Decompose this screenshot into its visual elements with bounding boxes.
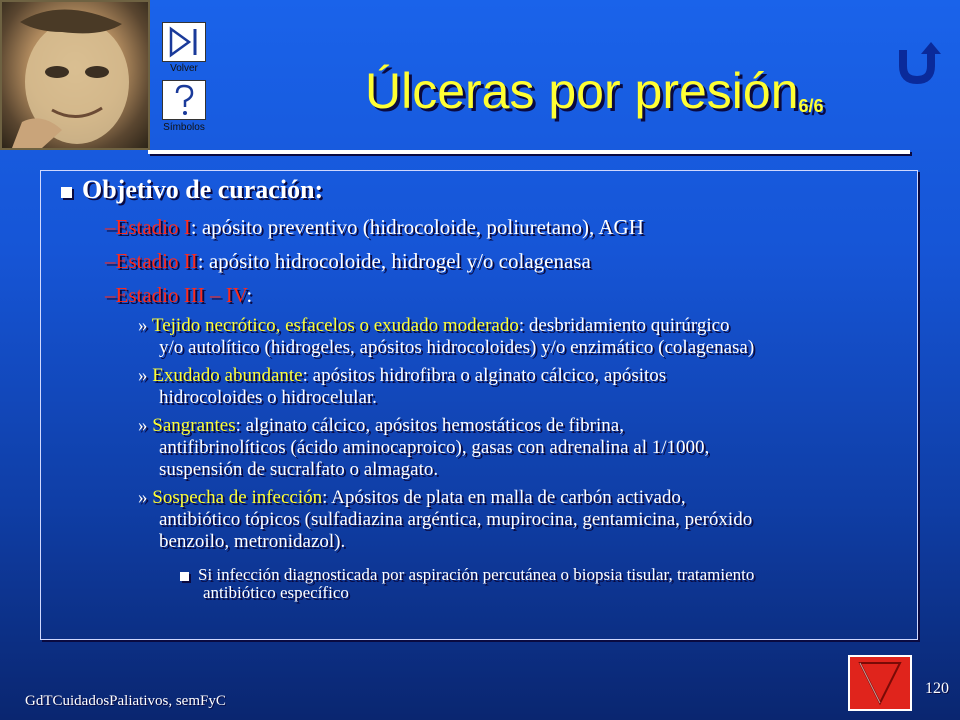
play-icon	[163, 23, 205, 61]
sub-marker: »	[138, 415, 148, 436]
sub-label: Sangrantes	[152, 415, 236, 436]
sub-item	[138, 487, 686, 509]
end-triangle-icon	[850, 657, 910, 709]
page-number: 120	[925, 680, 949, 697]
section-heading: Objetivo de curación:	[82, 175, 324, 204]
symbols-button[interactable]	[162, 80, 206, 120]
back-label: Volver	[170, 63, 198, 74]
title-divider	[148, 150, 910, 154]
sub-item-continuation: hidrocoloides o hidrocelular.	[159, 387, 377, 408]
sub-item	[138, 315, 730, 337]
heading-bullet	[61, 187, 72, 198]
note-line: antibiótico específico	[203, 583, 349, 602]
stage-text: :	[246, 283, 253, 307]
title-subscript: 6/6	[798, 96, 824, 116]
stage-label: Estadio I	[115, 215, 191, 239]
symbols-label: Símbolos	[163, 122, 205, 133]
stage-dash: –	[105, 283, 116, 307]
back-button[interactable]	[162, 22, 206, 62]
sub-item-continuation: benzoilo, metronidazol).	[159, 531, 346, 552]
end-button[interactable]	[848, 655, 912, 711]
sub-label: Sospecha de infección	[152, 487, 323, 508]
sub-item-continuation: antibiótico tópicos (sulfadiazina argéntica, mupirocina, gentamicina, peróxido	[159, 509, 753, 530]
footer-source: GdTCuidadosPaliativos, semFyC	[25, 693, 226, 709]
sub-item-continuation: y/o autolítico (hidrogeles, apósitos hidrocoloides) y/o enzimático (colagenasa)	[159, 337, 755, 358]
sub-marker: »	[138, 315, 148, 336]
sub-label: Tejido necrótico, esfacelos o exudado moderado	[151, 315, 519, 336]
sub-text: : desbridamiento quirúrgico	[518, 315, 730, 336]
sub-label: Exudado abundante	[152, 365, 303, 386]
sub-item	[138, 365, 666, 387]
portrait-image	[0, 0, 150, 150]
stage-text: : apósito preventivo (hidrocoloide, poliuretano), AGH	[190, 215, 644, 239]
slide-title	[365, 62, 824, 120]
sub-marker: »	[138, 365, 148, 386]
question-icon	[163, 81, 205, 119]
stage-text: : apósito hidrocoloide, hidrogel y/o colagenasa	[197, 249, 591, 273]
stage-line	[105, 215, 644, 240]
sub-item	[138, 415, 624, 437]
sub-text: : apósitos hidrofibra o alginato cálcico, apósitos	[302, 365, 667, 386]
sub-text: : alginato cálcico, apósitos hemostáticos de fibrina,	[235, 415, 624, 436]
sub-item-continuation: suspensión de sucralfato o almagato.	[159, 459, 439, 480]
stage-dash: –	[105, 249, 116, 273]
return-icon[interactable]	[895, 40, 941, 91]
stage-label: Estadio II	[115, 249, 198, 273]
stage-line	[105, 249, 591, 274]
title-text: Úlceras por presión	[365, 63, 799, 119]
sub-marker: »	[138, 487, 148, 508]
stage-line	[105, 283, 252, 308]
sub-item-continuation: antifibrinolíticos (ácido aminocaproico), gasas con adrenalina al 1/1000,	[159, 437, 710, 458]
note-line: Si infección diagnosticada por aspiración percutánea o biopsia tisular, tratamiento	[198, 565, 755, 584]
sub-text: : Apósitos de plata en malla de carbón activado,	[322, 487, 686, 508]
stage-label: Estadio III – IV	[115, 283, 247, 307]
note-bullet	[180, 572, 189, 581]
stage-dash: –	[105, 215, 116, 239]
